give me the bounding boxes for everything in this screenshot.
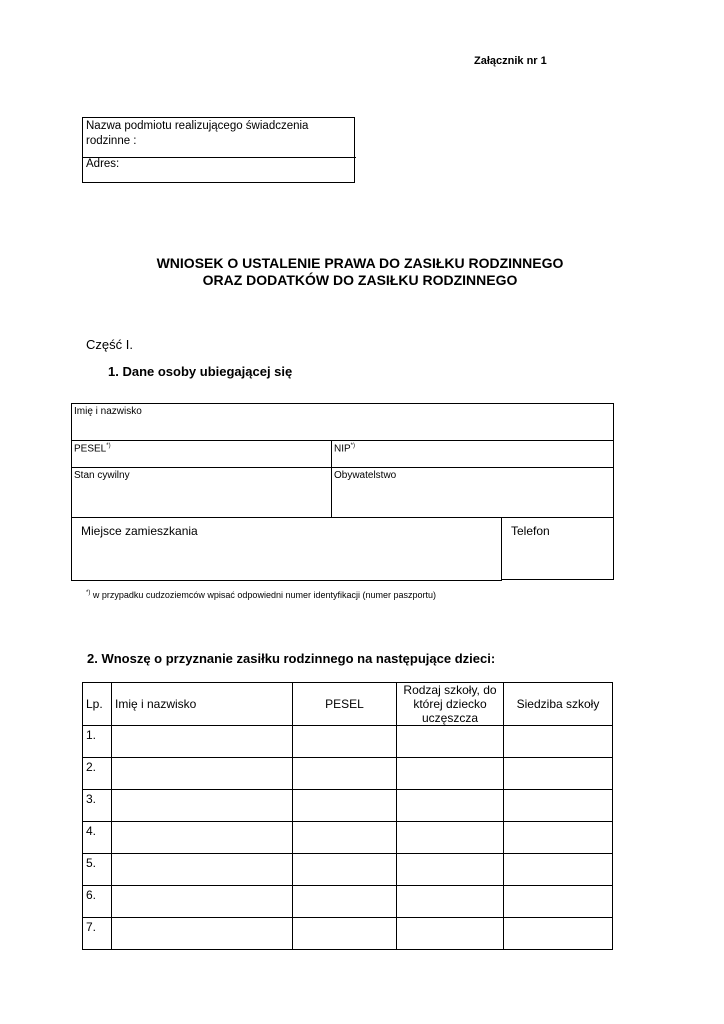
- table-row: [83, 822, 613, 854]
- col-name-header: Imię i nazwisko: [112, 683, 293, 726]
- nip-field[interactable]: [331, 440, 614, 468]
- col-lp-header: Lp.: [83, 683, 112, 726]
- col-school-header: Rodzaj szkoły, do której dziecko uczęszcza: [397, 683, 504, 726]
- child-name-cell[interactable]: [112, 758, 293, 790]
- child-name-cell[interactable]: [112, 726, 293, 758]
- pesel-field[interactable]: [71, 440, 332, 468]
- child-school-cell[interactable]: [397, 918, 504, 950]
- entity-address-field[interactable]: [83, 157, 356, 172]
- table-row: [83, 854, 613, 886]
- table-row: [83, 886, 613, 918]
- row-number: 7.: [83, 918, 112, 950]
- child-school-cell[interactable]: [397, 854, 504, 886]
- phone-label: Telefon: [511, 524, 550, 538]
- table-row: [83, 758, 613, 790]
- row-number: 1.: [83, 726, 112, 758]
- entity-name-field[interactable]: [83, 118, 356, 158]
- full-name-label: Imię i nazwisko: [74, 406, 142, 417]
- document-title: [100, 255, 620, 289]
- section-2-heading: 2. Wnoszę o przyznanie zasiłku rodzinnego na następujące dzieci:: [87, 651, 496, 666]
- part-label: Część I.: [86, 337, 133, 352]
- pesel-label: PESEL: [74, 443, 107, 455]
- child-pesel-cell[interactable]: [293, 918, 397, 950]
- annex-label: Załącznik nr 1: [474, 55, 547, 67]
- child-name-cell[interactable]: [112, 790, 293, 822]
- child-pesel-cell[interactable]: [293, 726, 397, 758]
- citizenship-field[interactable]: [331, 467, 614, 518]
- child-school-cell[interactable]: [397, 822, 504, 854]
- footnote: [86, 590, 436, 600]
- entity-address-label: Adres:: [86, 158, 120, 170]
- table-row: [83, 918, 613, 950]
- residence-field[interactable]: [71, 517, 502, 581]
- child-school-cell[interactable]: [397, 726, 504, 758]
- civil-status-label: Stan cywilny: [74, 470, 130, 481]
- child-school-cell[interactable]: [397, 790, 504, 822]
- child-pesel-cell[interactable]: [293, 854, 397, 886]
- nip-footnote-mark: *): [350, 443, 356, 449]
- footnote-mark: *): [86, 590, 91, 596]
- child-school-seat-cell[interactable]: [504, 790, 613, 822]
- table-row: [83, 790, 613, 822]
- child-school-cell[interactable]: [397, 758, 504, 790]
- row-number: 4.: [83, 822, 112, 854]
- nip-label: NIP: [334, 443, 351, 455]
- citizenship-label: Obywatelstwo: [334, 470, 397, 481]
- section-1-heading: 1. Dane osoby ubiegającej się: [108, 364, 293, 379]
- row-number: 6.: [83, 886, 112, 918]
- pesel-footnote-mark: *): [106, 443, 111, 449]
- child-school-seat-cell[interactable]: [504, 822, 613, 854]
- entity-name-label: Nazwa podmiotu realizującego świadczenia rodzinne :: [86, 120, 309, 147]
- phone-field[interactable]: [501, 517, 614, 580]
- child-pesel-cell[interactable]: [293, 886, 397, 918]
- row-number: 2.: [83, 758, 112, 790]
- child-name-cell[interactable]: [112, 886, 293, 918]
- col-pesel-header: PESEL: [293, 683, 397, 726]
- child-pesel-cell[interactable]: [293, 822, 397, 854]
- child-pesel-cell[interactable]: [293, 758, 397, 790]
- children-table: [82, 682, 613, 950]
- table-row: [83, 726, 613, 758]
- child-school-cell[interactable]: [397, 886, 504, 918]
- residence-label: Miejsce zamieszkania: [81, 524, 198, 538]
- col-seat-header: Siedziba szkoły: [504, 683, 613, 726]
- child-school-seat-cell[interactable]: [504, 918, 613, 950]
- title-line-1: WNIOSEK O USTALENIE PRAWA DO ZASIŁKU RODZINNEGO: [156, 255, 564, 271]
- title-line-2: ORAZ DODATKÓW DO ZASIŁKU RODZINNEGO: [202, 272, 518, 288]
- child-name-cell[interactable]: [112, 854, 293, 886]
- child-school-seat-cell[interactable]: [504, 726, 613, 758]
- footnote-text: w przypadku cudzoziemców wpisać odpowiedni numer identyfikacji (numer paszportu): [92, 590, 437, 600]
- child-pesel-cell[interactable]: [293, 790, 397, 822]
- child-school-seat-cell[interactable]: [504, 758, 613, 790]
- children-table-header: [83, 683, 613, 726]
- civil-status-field[interactable]: [71, 467, 332, 518]
- child-name-cell[interactable]: [112, 822, 293, 854]
- full-name-field[interactable]: [71, 403, 614, 441]
- child-school-seat-cell[interactable]: [504, 886, 613, 918]
- child-school-seat-cell[interactable]: [504, 854, 613, 886]
- row-number: 5.: [83, 854, 112, 886]
- child-name-cell[interactable]: [112, 918, 293, 950]
- entity-box: [82, 117, 355, 183]
- row-number: 3.: [83, 790, 112, 822]
